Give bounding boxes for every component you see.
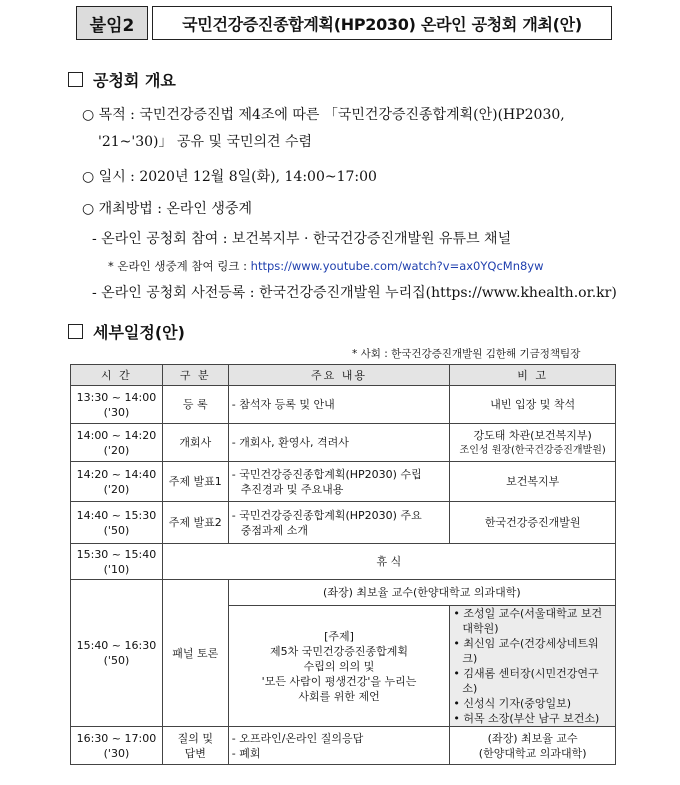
checkbox-square-icon (68, 72, 83, 87)
stream-link-line: * 온라인 생중계 참여 링크 : https://www.youtube.com/watch?v=ax0YQcMn8yw (108, 259, 544, 273)
note-cell: 한국건강증진개발원 (450, 502, 616, 544)
table-row (71, 544, 616, 580)
schedule-heading: 세부일정(안) (68, 320, 185, 343)
category-cell: 등 록 (162, 386, 228, 424)
category-cell: 주제 발표1 (162, 462, 228, 502)
moderator-note: * 사회 : 한국건강증진개발원 김한해 기금정책팀장 (352, 348, 581, 360)
time-cell: 14:00 ~ 14:20 ('20) (71, 424, 163, 462)
table-row (71, 502, 616, 544)
break-cell: 휴 식 (162, 544, 615, 580)
category-cell: 질의 및 답변 (162, 727, 228, 765)
note-cell: 강도태 차관(보건복지부) 조인성 원장(한국건강증진개발원) (450, 424, 616, 462)
time-cell: 15:30 ~ 15:40 ('10) (71, 544, 163, 580)
table-row (71, 462, 616, 502)
pre-registration-line: - 온라인 공청회 사전등록 : 한국건강증진개발원 누리집(https://www.khealth.or.kr) (92, 285, 617, 301)
table-row (71, 424, 616, 462)
table-row (71, 386, 616, 424)
schedule-table (70, 364, 616, 765)
list-item: • 허목 소장(부산 남구 보건소) (453, 712, 600, 725)
category-cell: 패널 토론 (162, 580, 228, 727)
method-line: ○ 개최방법 : 온라인 생중계 (82, 201, 252, 217)
column-header: 구 분 (162, 365, 228, 386)
panelist-cell (450, 606, 616, 727)
time-cell: 13:30 ~ 14:00 ('30) (71, 386, 163, 424)
attachment-tag: 붙임2 (76, 6, 148, 40)
note-cell: 내빈 입장 및 착석 (450, 386, 616, 424)
table-row (71, 580, 616, 606)
column-header: 시 간 (71, 365, 163, 386)
document-title: 국민건강증진종합계획(HP2030) 온라인 공청회 개최(안) (152, 6, 612, 40)
list-item: • 신성식 기자(중앙일보) (453, 697, 572, 710)
table-row (71, 727, 616, 765)
note-cell: 보건복지부 (450, 462, 616, 502)
datetime-line: ○ 일시 : 2020년 12월 8일(화), 14:00~17:00 (82, 169, 377, 185)
list-item: • 최신임 교수(건강세상네트워크) (453, 637, 599, 665)
list-item: • 김새롬 센터장(시민건강연구소) (453, 667, 599, 695)
list-item: • 조성일 교수(서울대학교 보건대학원) (453, 607, 603, 635)
content-cell: - 국민건강증진종합계획(HP2030) 주요 중점과제 소개 (228, 502, 450, 544)
category-cell: 개회사 (162, 424, 228, 462)
time-cell: 16:30 ~ 17:00 ('30) (71, 727, 163, 765)
time-cell: 14:20 ~ 14:40 ('20) (71, 462, 163, 502)
time-cell: 14:40 ~ 15:30 ('50) (71, 502, 163, 544)
purpose-line-continued: '21~'30)」 공유 및 국민의견 수렴 (98, 134, 313, 150)
table-header-row (71, 365, 616, 386)
panelist-list (453, 606, 612, 726)
purpose-line: ○ 목적 : 국민건강증진법 제4조에 따른 「국민건강증진종합계획(안)(HP2030, (82, 107, 565, 123)
category-cell: 주제 발표2 (162, 502, 228, 544)
content-cell: - 참석자 등록 및 안내 (228, 386, 450, 424)
content-cell: - 국민건강증진종합계획(HP2030) 수립 추진경과 및 주요내용 (228, 462, 450, 502)
column-header: 주요 내용 (228, 365, 450, 386)
column-header: 비 고 (450, 365, 616, 386)
online-participation-line: - 온라인 공청회 참여 : 보건복지부 · 한국건강증진개발원 유튜브 채널 (92, 231, 512, 247)
panel-topic-cell: [주제] 제5차 국민건강증진종합계획 수립의 의의 및 '모든 사람이 평생건강'을 누리는 사회를 위한 제언 (228, 606, 450, 727)
overview-heading: 공청회 개요 (68, 68, 176, 91)
time-cell: 15:40 ~ 16:30 ('50) (71, 580, 163, 727)
note-cell: (좌장) 최보율 교수 (한양대학교 의과대학) (450, 727, 616, 765)
youtube-link[interactable]: https://www.youtube.com/watch?v=ax0YQcMn8yw (250, 259, 544, 273)
content-cell: - 개회사, 환영사, 격려사 (228, 424, 450, 462)
content-cell: - 오프라인/온라인 질의응답 - 폐회 (228, 727, 450, 765)
checkbox-square-icon (68, 324, 83, 339)
panel-chair-cell: (좌장) 최보율 교수(한양대학교 의과대학) (228, 580, 615, 606)
